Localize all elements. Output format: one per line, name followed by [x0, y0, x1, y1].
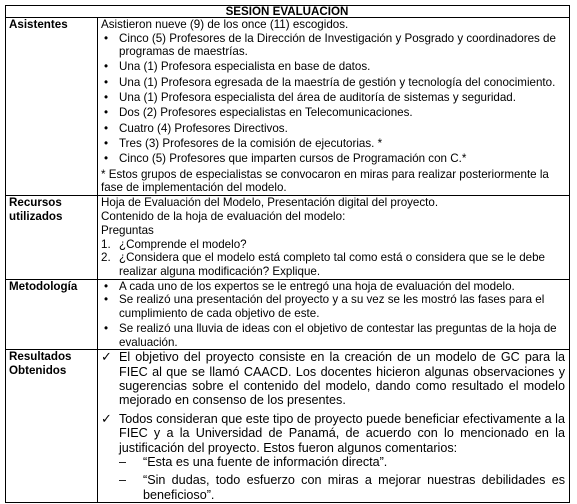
evaluation-session-table	[5, 5, 570, 503]
recursos-line2: Contenido de la hoja de evaluación del modelo:	[101, 209, 346, 223]
list-text: ¿Comprende el modelo?	[119, 237, 247, 251]
recursos-row	[6, 195, 570, 279]
preguntas-list	[101, 238, 565, 279]
metodologia-row	[6, 279, 570, 350]
list-item: • Cuatro (4) Profesores Directivos.	[101, 122, 565, 136]
list-number: 2.	[101, 251, 111, 265]
title-row	[6, 6, 570, 18]
list-item: • Se realizó una presentación del proyecto y a su vez se les mostró las fases para el cumplimiento de cada objetivo de este.	[101, 293, 565, 320]
list-text: ¿Considera que el modelo está completo tal como está o considera que se le debe realizar alguna modificación? Explique.	[119, 251, 546, 278]
list-item: • Una (1) Profesora egresada de la maestría de gestión y tecnología del conocimiento.	[101, 76, 565, 90]
list-item: • Cinco (5) Profesores que imparten cursos de Programación con C.*	[101, 152, 565, 166]
list-item: • Dos (2) Profesores especialistas en Telecomunicaciones.	[101, 106, 565, 120]
comment-text: “Esta es una fuente de información directa”.	[143, 455, 388, 469]
recursos-line1: Hoja de Evaluación del Modelo, Presentación digital del proyecto.	[101, 195, 439, 209]
checkmark-icon: ✓	[101, 349, 112, 365]
list-text: Todos consideran que este tipo de proyecto puede beneficiar efectivamente a la FIEC y a la Universidad de Panamá, de acuerdo con lo mencionado en la justificación del proyecto. Estos fueron algunos comentarios:	[119, 411, 565, 455]
asistentes-label: Asistentes	[6, 18, 98, 196]
recursos-content	[98, 195, 570, 279]
list-item: • Cinco (5) Profesores de la Dirección de Investigación y Posgrado y coordinadores de programas de maestrías.	[101, 32, 565, 59]
resultados-row	[6, 350, 570, 503]
asistentes-content	[98, 18, 570, 196]
resultados-content	[98, 350, 570, 503]
list-item: • Se realizó una lluvia de ideas con el objetivo de contestar las preguntas de la hoja de evaluación.	[101, 322, 565, 349]
comment-item	[101, 455, 565, 469]
checkmark-icon: ✓	[101, 410, 112, 426]
dash-icon: –	[119, 473, 127, 488]
list-item: • Una (1) Profesora especialista en base de datos.	[101, 60, 565, 74]
comment-text: “Sin dudas, todo esfuerzo con miras a mejorar nuestras debilidades es beneficioso”.	[143, 473, 565, 502]
metodologia-content	[98, 279, 570, 350]
asistentes-note: * Estos grupos de especialistas se convocaron en miras para realizar posteriormente la fase de implementación del modelo.	[101, 167, 549, 195]
resultados-list	[101, 350, 565, 502]
asistentes-list	[101, 32, 565, 166]
list-item: • A cada uno de los expertos se le entregó una hoja de evaluación del modelo.	[101, 280, 565, 294]
preguntas-label: Preguntas	[101, 224, 154, 238]
list-item	[101, 350, 565, 408]
resultados-label: Resultados Obtenidos	[6, 350, 98, 503]
dash-icon: –	[119, 455, 127, 469]
list-number: 1.	[101, 237, 111, 251]
list-item: • Tres (3) Profesores de la comisión de ejecutorias. *	[101, 137, 565, 151]
comment-item	[101, 473, 565, 502]
list-item	[101, 412, 565, 455]
list-text: El objetivo del proyecto consiste en la creación de un modelo de GC para la FIEC al que se llamó CAACD. Los docentes hicieron algunas observaciones y sugerencias sobre el contenido del modelo, dando como resultado el modelo mejorado en consenso de los presentes.	[119, 350, 565, 408]
list-item: • Una (1) Profesora especialista del área de auditoría de sistemas y seguridad.	[101, 91, 565, 105]
metodologia-label: Metodología	[6, 279, 98, 350]
asistentes-row	[6, 18, 570, 196]
recursos-label: Recursos utilizados	[6, 195, 98, 279]
asistentes-intro: Asistieron nueve (9) de los once (11) escogidos.	[101, 18, 349, 31]
list-item	[101, 238, 565, 252]
metodologia-list	[101, 280, 565, 350]
list-item	[101, 251, 565, 278]
table-title: SESION EVALUACION	[6, 6, 570, 18]
